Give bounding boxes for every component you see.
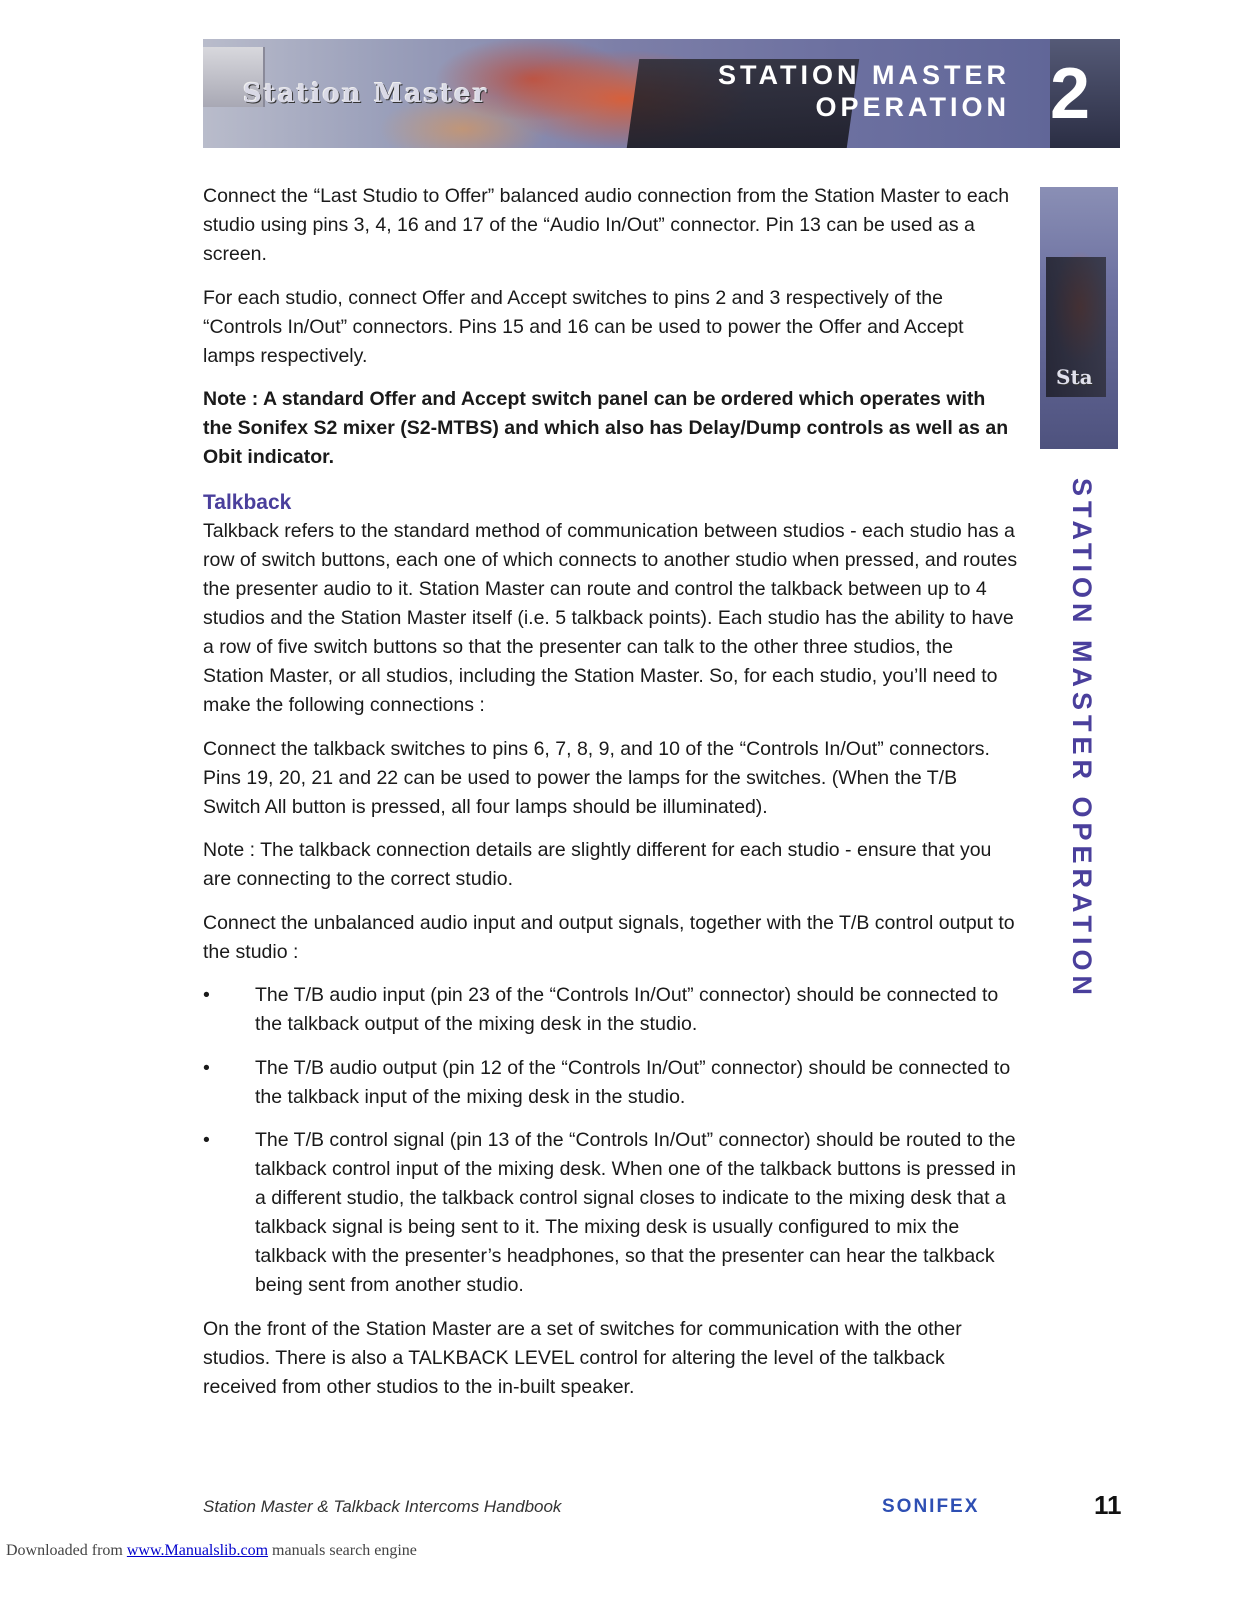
section-heading: Talkback bbox=[203, 491, 292, 514]
list-item bbox=[203, 1126, 1018, 1300]
bullet-icon: • bbox=[203, 1129, 210, 1151]
manualslib-link[interactable]: www.Manualslib.com bbox=[126, 1542, 269, 1559]
paragraph: Talkback refers to the standard method of communication between studios - each studio has a row of switch buttons, each one of which connects to another studio when pressed, and routes the presenter audio to it. Station Master can route and control the talkback between up to 4 studios and the Station Master itself (i.e. 5 talkback points). Each studio has the ability to have a row of five switch buttons so that the presenter can talk to the other three studios, the Station Master, or all studios, including the Station Master. So, for each studio, you’ll need to make the following connections : bbox=[203, 520, 1018, 716]
chapter-title-line2: OPERATION bbox=[815, 92, 1010, 122]
bullet-icon: • bbox=[203, 1056, 210, 1079]
paragraph: Note : The talkback connection details are slightly different for each studio - ensure that you are connecting to the correct studio. bbox=[203, 839, 992, 890]
list-item bbox=[203, 1054, 1018, 1112]
note-paragraph: Note : A standard Offer and Accept switch panel can be ordered which operates with the Sonifex S2 mixer (S2-MTBS) and which also has Delay/Dump controls as well as an Obit indicator. bbox=[203, 388, 1009, 468]
banner-logo: Station Master bbox=[243, 79, 489, 109]
download-prefix: Downloaded from bbox=[6, 1542, 123, 1559]
list-item bbox=[203, 981, 1018, 1039]
page-number: 11 bbox=[1094, 1490, 1122, 1520]
footer-brand-logo: SONIFEX bbox=[882, 1496, 980, 1517]
chapter-title-line1: STATION MASTER bbox=[718, 60, 1010, 90]
download-bar bbox=[6, 1542, 417, 1560]
list-item-text: The T/B control signal (pin 13 of the “Controls In/Out” connector) should be routed to the talkback control input of the mixing desk. When one of the talkback buttons is pressed in a different studio, the talkback control signal closes to indicate to the mixing desk that a talkback signal is being sent to it. The mixing desk is usually configured to mix the talkback with the presenter’s headphones, so that the presenter can hear the talkback being sent from another studio. bbox=[255, 1129, 1016, 1296]
paragraph: Connect the “Last Studio to Offer” balanced audio connection from the Station Master to each studio using pins 3, 4, 16 and 17 of the “Audio In/Out” connector. Pin 13 can be used as a screen. bbox=[203, 185, 1010, 265]
bullet-icon: • bbox=[203, 984, 210, 1006]
paragraph: For each studio, connect Offer and Accept switches to pins 2 and 3 respectively of the “Controls In/Out” connectors. Pins 15 and 16 can be used to power the Offer and Accept lamps respectively. bbox=[203, 286, 964, 367]
side-vertical-title: STATION MASTER OPERATION bbox=[1067, 478, 1097, 1000]
side-logo: Sta bbox=[1056, 365, 1093, 389]
chapter-title bbox=[718, 59, 1010, 123]
side-tab-image bbox=[1040, 187, 1118, 449]
paragraph: Connect the talkback switches to pins 6, 7, 8, 9, and 10 of the “Controls In/Out” connectors. Pins 19, 20, 21 and 22 can be used to power the lamps for the switches. (When the T/B Switch All button is pressed, all four lamps should be illuminated). bbox=[203, 737, 990, 818]
download-suffix: manuals search engine bbox=[272, 1542, 417, 1559]
header-banner bbox=[203, 39, 1120, 148]
bullet-list bbox=[203, 981, 1018, 1300]
footer-handbook-title: Station Master & Talkback Intercoms Handbook bbox=[203, 1497, 562, 1516]
list-item-text: The T/B audio output (pin 12 of the “Controls In/Out” connector) should be connected to the talkback input of the mixing desk in the studio. bbox=[255, 1056, 1011, 1108]
chapter-number: 2 bbox=[1049, 54, 1090, 134]
list-item-text: The T/B audio input (pin 23 of the “Controls In/Out” connector) should be connected to the talkback output of the mixing desk in the studio. bbox=[255, 984, 999, 1035]
main-content bbox=[203, 182, 1018, 1416]
paragraph: Connect the unbalanced audio input and output signals, together with the T/B control output to the studio : bbox=[203, 911, 1015, 963]
paragraph: On the front of the Station Master are a set of switches for communication with the other studios. There is also a TALKBACK LEVEL control for altering the level of the talkback received from other studios to the in-built speaker. bbox=[203, 1317, 962, 1398]
